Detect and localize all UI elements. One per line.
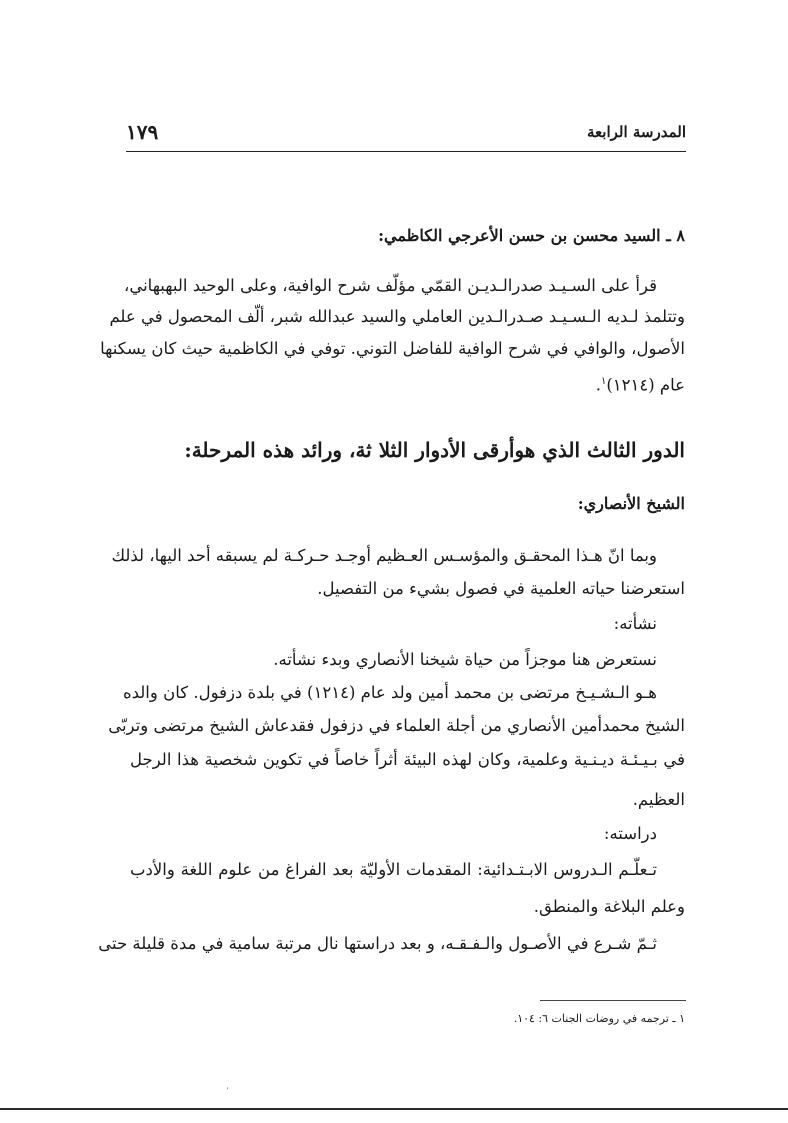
paragraph-line: هـو الـشـيـخ مرتضى بن محمد أمين ولد عام (١٢١٤) في بلدة دزفول. كان والده [122,683,657,702]
paragraph-line: وتتلمذ لـديه الـسـيـد صـدرالـدين العاملي والسيد عبدالله شبر، ألّف المحصول في علم [109,307,685,326]
paragraph-line: وبما انّ هـذا المحقـق والمؤسـس العـظيم أوجـد حـركـة لم يسبقه أحد اليها، لذلك [111,546,657,565]
page-header [126,120,686,144]
footnote-rule [540,1000,686,1001]
paragraph-line: تـعلّـم الـدروس الابـتـدائية: المقدمات الأوليّة بعد الفراغ من علوم اللغة والأدب [130,860,657,879]
paragraph-line: العظيم. [632,790,685,809]
page-number: ١٧٩ [126,120,159,144]
paragraph-line: قرأ على السـيـد صدرالـديـن القمّي مؤلّف شرح الوافية، وعلى الوحيد البهبهاني، [124,276,657,295]
paragraph-line: في بـيـئـة ديـنـية وعلمية، وكان لهذه البيئة أثراً خاصاً في تكوين شخصية هذا الرجل [130,750,685,769]
scan-edge-line [0,1108,788,1110]
subject-label: الشيخ الأنصاري: [577,494,685,513]
paragraph-line-last [130,370,685,396]
paragraph-line: نستعرض هنا موجزاً من حياة شيخنا الأنصاري وبدء نشأته. [273,650,657,669]
footnote: ١ ـ ترجمه في روضات الجنات ٦: ١٠٤. [513,1012,685,1025]
study-label: دراسته: [603,824,657,843]
paragraph-line: الأصول، والوافي في شرح الوافية للفاضل التوني. توفي في الكاظمية حيث كان يسكنها [100,339,685,358]
running-title: المدرسة الرابعة [587,123,686,141]
footnote-marker: ١ [600,376,607,387]
header-rule [126,151,686,152]
death-year-text: عام (١٢١٤) [606,375,685,395]
scan-mark: ٬ [226,1087,229,1097]
paragraph-line: ثـمّ شـرع في الأصـول والـفـقـه، و بعد دراستها نال مرتبة سامية في مدة قليلة حتى [98,934,657,953]
third-stage-heading: الدور الثالث الذي هوأرقى الأدوار الثلا ثة، ورائد هذه المرحلة: [184,438,685,462]
section-8-title: ٨ ـ السيد محسن بن حسن الأعرجي الكاظمي: [378,226,685,245]
paragraph-line: استعرضنا حياته العلمية في فصول بشيء من التفصيل. [317,579,685,598]
paragraph-line: وعلم البلاغة والمنطق. [533,897,685,916]
upbringing-label: نشأته: [613,614,657,633]
paragraph-line: الشيخ محمدأمين الأنصاري من أجلة العلماء في دزفول فقدعاش الشيخ مرتضى وتربّى [108,716,685,735]
period: . [595,375,601,395]
